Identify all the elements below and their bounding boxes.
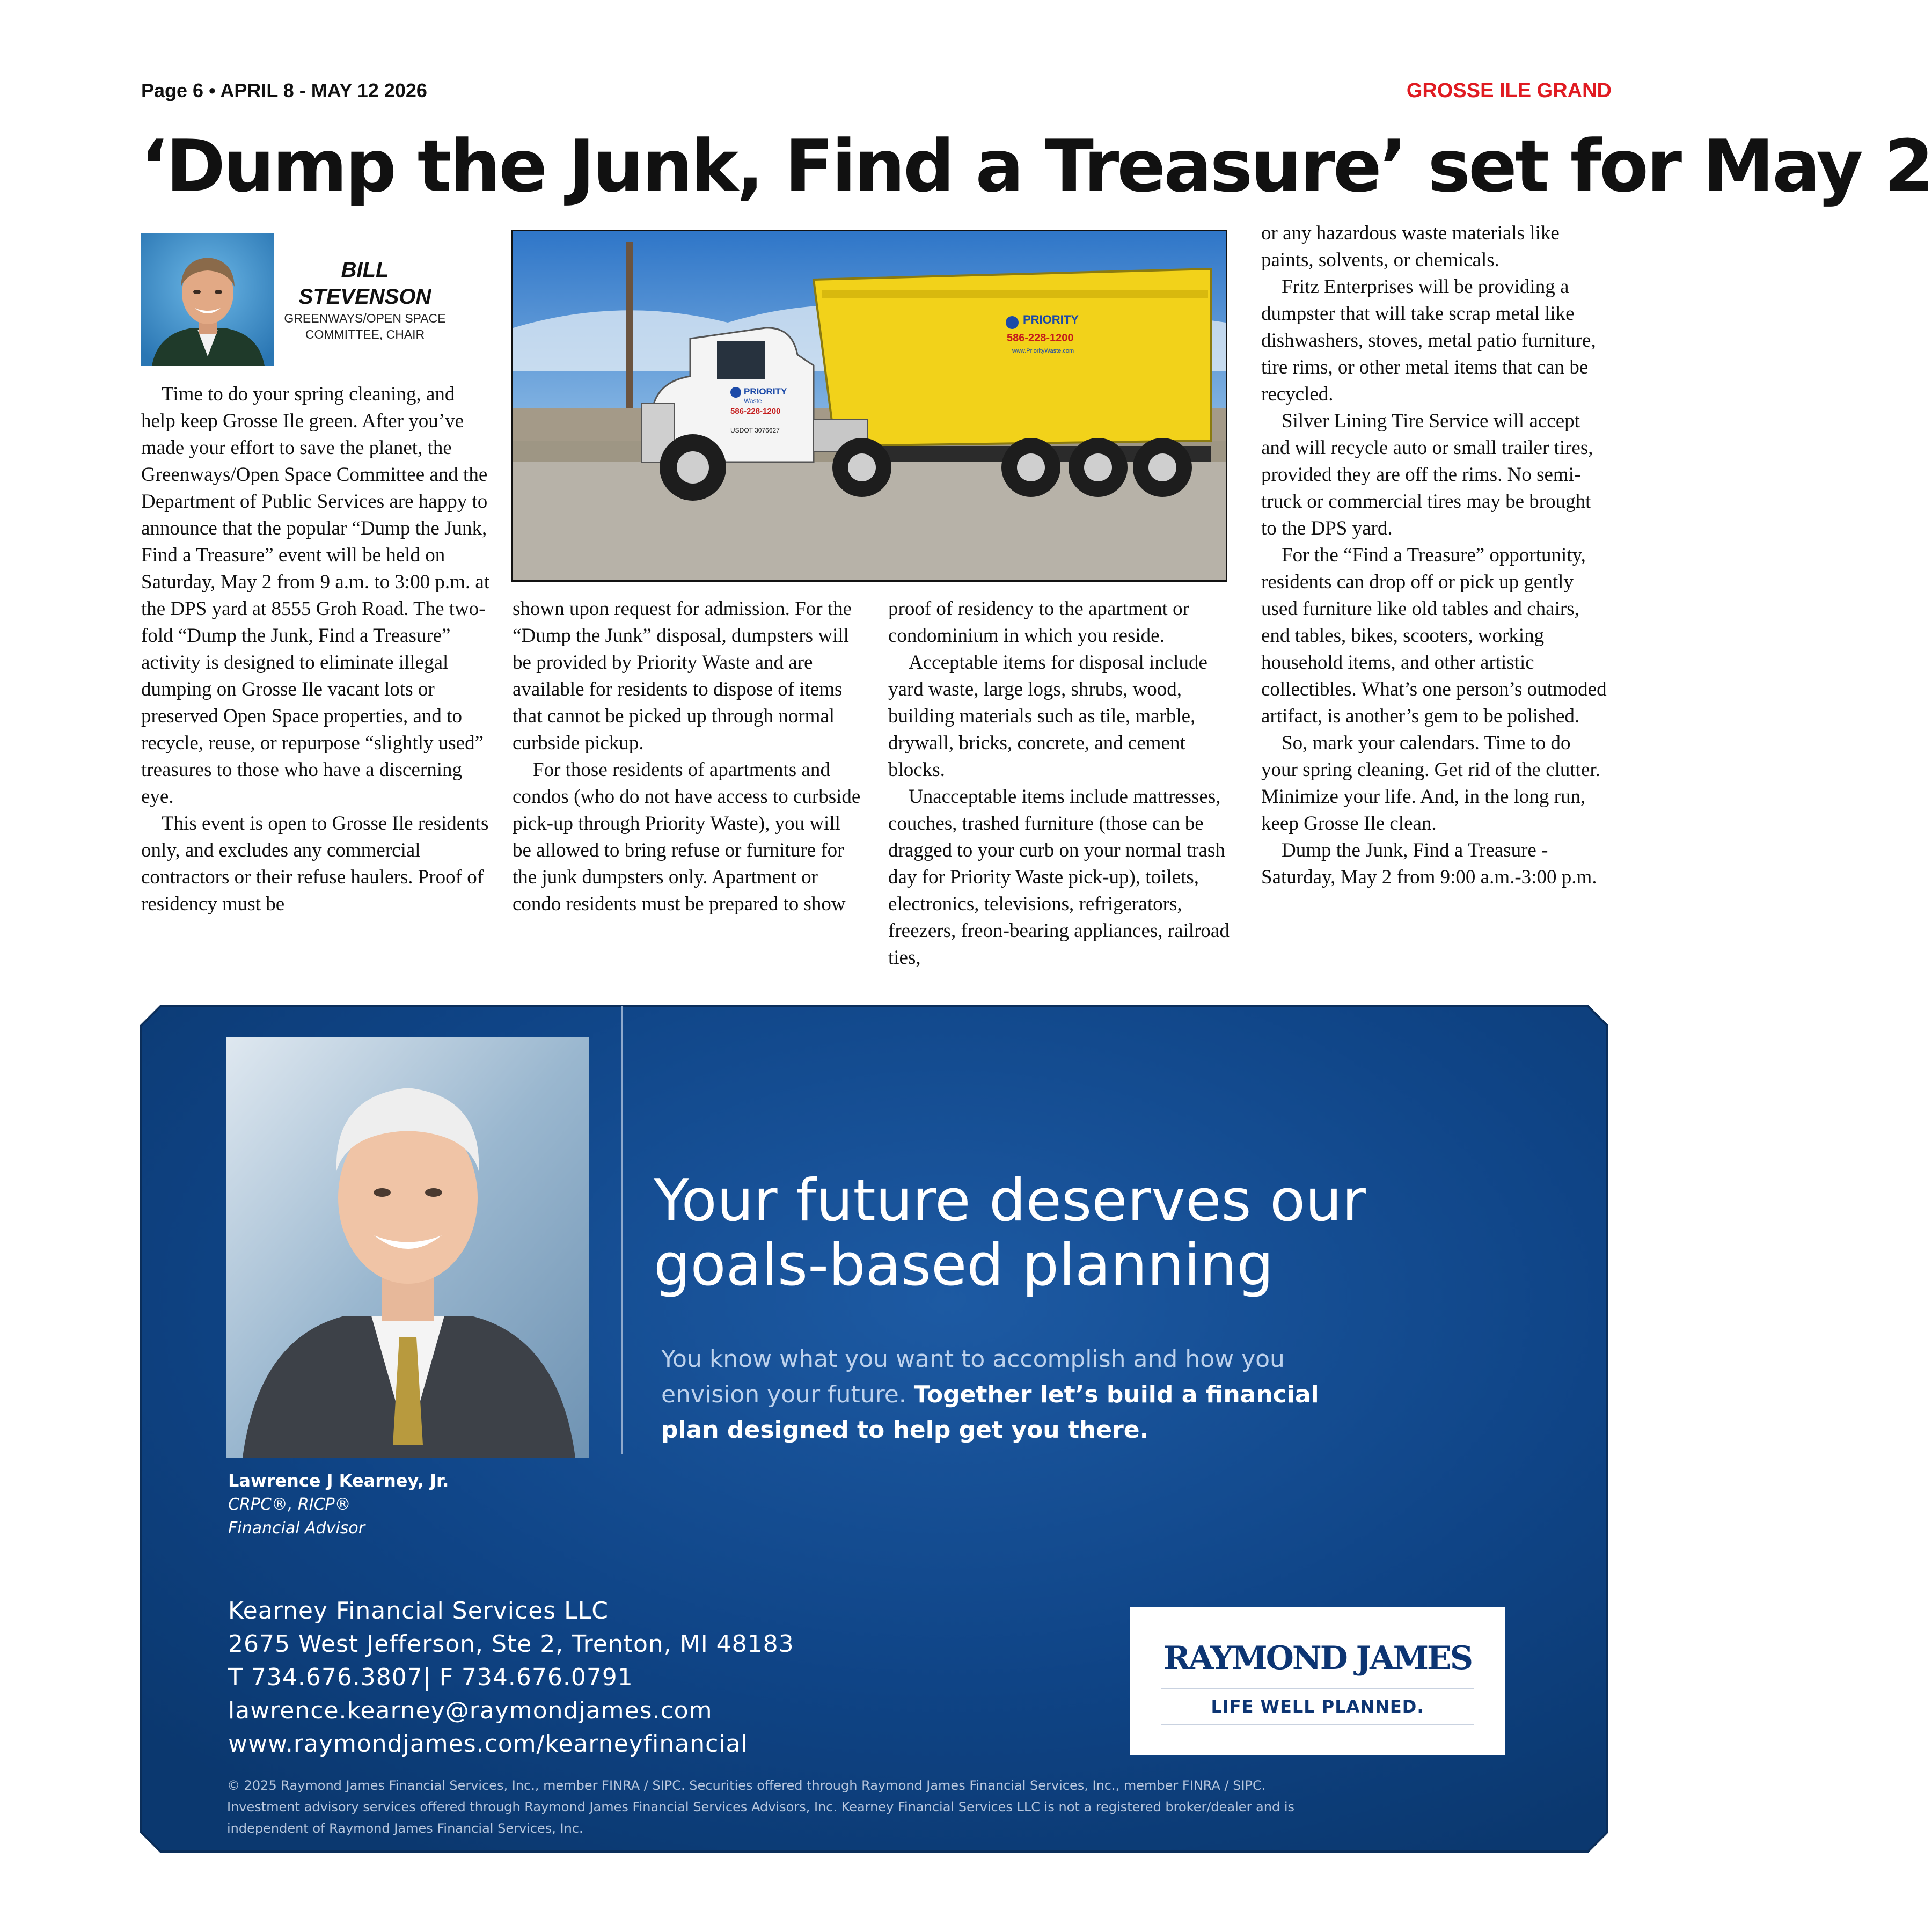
paragraph: Silver Lining Tire Service will accept and will recycle auto or small trailer tires, provided they are off the rims. No semi-truck or commercial tires may be brought to the DPS yard. <box>1261 410 1593 539</box>
author-title-line-1: GREENWAYS/OPEN SPACE <box>284 311 446 325</box>
article-column-3 <box>888 596 1237 971</box>
svg-text:586-228-1200: 586-228-1200 <box>1007 332 1074 344</box>
advisor-website[interactable]: www.raymondjames.com/kearneyfinancial <box>228 1730 748 1758</box>
svg-text:PRIORITY: PRIORITY <box>1023 313 1079 326</box>
author-name <box>279 257 451 310</box>
ad-subtext-bold: Together let’s build a financial plan designed to help get you there. <box>661 1381 1319 1444</box>
article-column-2 <box>513 596 861 918</box>
paragraph: Dump the Junk, Find a Treasure - Saturday, May 2 from 9:00 a.m.-3:00 p.m. <box>1261 839 1597 888</box>
logo-rule <box>1161 1688 1474 1689</box>
author-title <box>279 310 451 342</box>
advisor-photo <box>226 1037 589 1458</box>
company-address: 2675 West Jefferson, Ste 2, Trenton, MI 48183 <box>228 1630 794 1658</box>
author-first-name: BILL <box>341 258 389 282</box>
author-title-line-2: COMMITTEE, CHAIR <box>305 327 425 341</box>
dumpster-logo <box>1006 313 1079 354</box>
svg-text:PRIORITY: PRIORITY <box>744 386 787 397</box>
paragraph: So, mark your calendars. Time to do your spring cleaning. Get rid of the clutter. Minimize your life. And, in the long run, keep Grosse Ile clean. <box>1261 732 1600 835</box>
cab-logo <box>730 386 787 434</box>
paragraph: Unacceptable items include mattresses, couches, trashed furniture (those can be dragged to your curb on your normal trash day for Priority Waste pick-up), toilets, electronics, televisions, refrigerators, freezers, freon-bearing appliances, railroad ties, <box>888 786 1230 969</box>
article-headline: ‘Dump the Junk, Find a Treasure’ set for May 2 <box>141 125 1932 208</box>
author-last-name: STEVENSON <box>298 285 431 309</box>
logo-wordmark: RAYMOND JAMES <box>1163 1640 1472 1677</box>
page-number-date: Page 6 • APRIL 8 - MAY 12 2026 <box>141 79 427 101</box>
paragraph: Time to do your spring cleaning, and help keep Grosse Ile green. After you’ve made your effort to save the planet, the Greenways/Open Space Committee and the Department of Public Services are happy to announce that the popular “Dump the Junk, Find a Treasure” event will be held on Saturday, May 2 from 9 a.m. to 3:00 p.m. at the DPS yard at 8555 Groh Road. The two-fold “Dump the Junk, Find a Treasure” activity is designed to eliminate illegal dumping on Grosse Ile vacant lots or preserved Open Space properties, and to recycle, reuse, or repurpose “slightly used” treasures to those who have a discerning eye. <box>141 383 490 808</box>
author-photo <box>141 233 274 366</box>
paragraph: For those residents of apartments and condos (who do not have access to curbside pick-up through Priority Waste), you will be allowed to bring refuse or furniture for the junk dumpsters only. Apartment or condo residents must be prepared to show <box>513 759 861 915</box>
publication-name: GROSSE ILE GRAND <box>1406 79 1612 102</box>
legal-line-3: independent of Raymond James Financial Services, Inc. <box>227 1821 583 1836</box>
ad-headline <box>654 1169 1512 1298</box>
legal-line-2: Investment advisory services offered through Raymond James Financial Services Advisors, Inc. Kearney Financial Services LLC is not a registered broker/dealer and is <box>227 1799 1295 1814</box>
paragraph: or any hazardous waste materials like paints, solvents, or chemicals. <box>1261 222 1560 271</box>
paragraph: Fritz Enterprises will be providing a dumpster that will take scrap metal like dishwashers, stoves, metal patio furniture, tire rims, or other metal items that can be recycled. <box>1261 276 1596 405</box>
ad-legal-disclaimer <box>227 1775 1375 1839</box>
paragraph: proof of residency to the apartment or condominium in which you reside. <box>888 598 1189 647</box>
ad-subtext-regular: You know what you want to accomplish and how you envision your future. <box>661 1345 1285 1408</box>
advisor-email[interactable]: lawrence.kearney@raymondjames.com <box>228 1697 713 1724</box>
ad-divider <box>621 1006 623 1454</box>
company-name: Kearney Financial Services LLC <box>228 1597 609 1624</box>
company-phone-fax: T 734.676.3807| F 734.676.0791 <box>228 1664 633 1691</box>
svg-text:586-228-1200: 586-228-1200 <box>730 407 781 416</box>
ad-subtext <box>661 1342 1375 1448</box>
paragraph: For the “Find a Treasure” opportunity, residents can drop off or pick up gently used furniture like old tables and chairs, end tables, bikes, scooters, working household items, and other artistic collectibles. What’s one person’s outmoded artifact, is another’s gem to be polished. <box>1261 544 1607 727</box>
svg-text:www.PriorityWaste.com: www.PriorityWaste.com <box>1012 348 1074 354</box>
advisor-role: Financial Advisor <box>228 1519 365 1538</box>
paragraph: Acceptable items for disposal include yard waste, large logs, shrubs, wood, building materials such as tile, marble, drywall, bricks, concrete, and cement blocks. <box>888 652 1208 781</box>
article-column-1 <box>141 381 490 918</box>
raymond-james-logo <box>1130 1607 1505 1755</box>
article-column-4 <box>1261 220 1610 891</box>
advisor-name: Lawrence J Kearney, Jr. <box>228 1470 449 1491</box>
logo-tagline: LIFE WELL PLANNED. <box>1211 1696 1424 1717</box>
truck-photo <box>511 230 1227 582</box>
paragraph: This event is open to Grosse Ile residents only, and excludes any commercial contractors or their refuse haulers. Proof of residency must be <box>141 813 489 915</box>
svg-text:USDOT 3076627: USDOT 3076627 <box>730 427 780 434</box>
legal-line-1: © 2025 Raymond James Financial Services, Inc., member FINRA / SIPC. Securities offered through Raymond James Financial Services, Inc., member FINRA / SIPC. <box>227 1778 1266 1793</box>
ad-headline-line-1: Your future deserves our <box>654 1167 1366 1234</box>
advisor-credentials: CRPC®, RICP® <box>228 1495 351 1514</box>
svg-text:Waste: Waste <box>744 397 762 405</box>
paragraph: shown upon request for admission. For the “Dump the Junk” disposal, dumpsters will be provided by Priority Waste and are available for residents to dispose of items that cannot be picked up through normal curbside pickup. <box>513 598 852 754</box>
logo-rule <box>1161 1724 1474 1725</box>
ad-headline-line-2: goals-based planning <box>654 1232 1274 1299</box>
